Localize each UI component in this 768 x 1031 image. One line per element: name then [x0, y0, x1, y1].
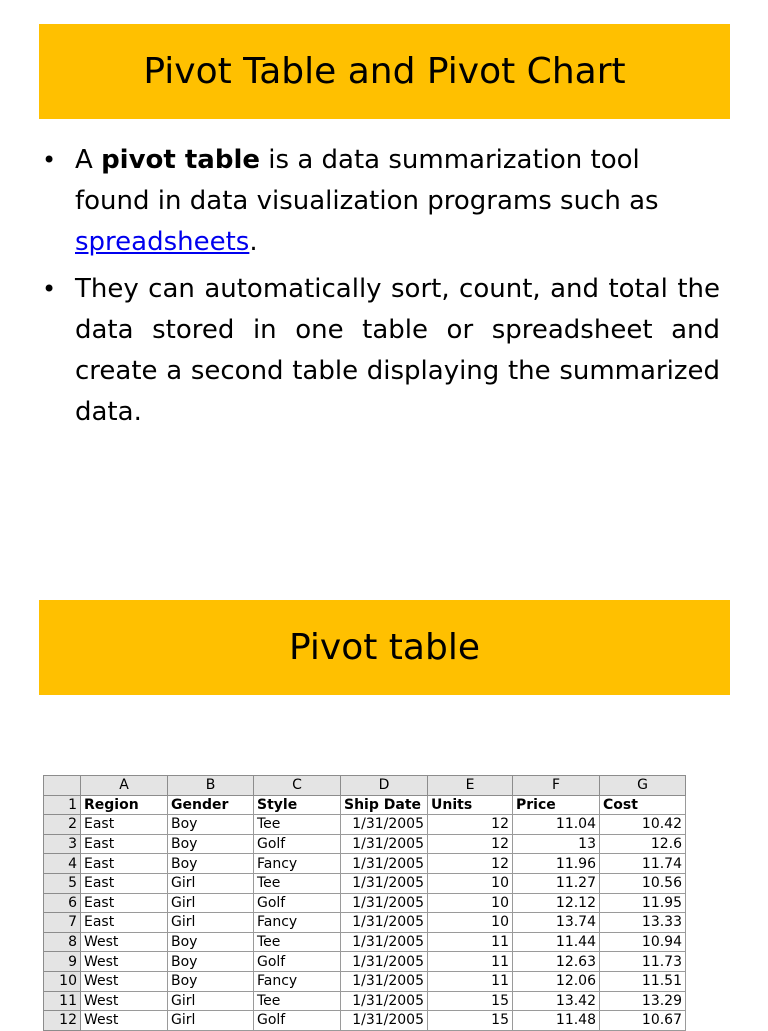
table-cell[interactable]: 12 — [428, 834, 513, 854]
table-cell[interactable]: 1/31/2005 — [341, 932, 428, 952]
table-cell[interactable]: 11.51 — [600, 971, 686, 991]
table-cell[interactable]: 12.12 — [513, 893, 600, 913]
table-cell[interactable]: 11.04 — [513, 815, 600, 835]
table-cell[interactable]: 12.06 — [513, 971, 600, 991]
bullet-dot-icon: • — [42, 146, 57, 174]
column-header[interactable]: A — [81, 776, 168, 796]
table-row — [44, 932, 686, 952]
column-header[interactable]: D — [341, 776, 428, 796]
table-cell[interactable]: 10.94 — [600, 932, 686, 952]
bullet-text: They can automatically sort, count, and total the data stored in one table or spreadsheet and create a second table displaying the summarized data. — [75, 274, 720, 427]
table-cell[interactable]: 15 — [428, 991, 513, 1011]
spreadsheets-link[interactable]: spreadsheets — [75, 227, 250, 257]
table-cell[interactable]: 11 — [428, 952, 513, 972]
table-cell[interactable]: West — [81, 952, 168, 972]
column-header[interactable]: G — [600, 776, 686, 796]
table-cell[interactable]: 12 — [428, 854, 513, 874]
row-header[interactable]: 4 — [44, 854, 81, 874]
column-header[interactable]: C — [254, 776, 341, 796]
table-cell[interactable]: Boy — [168, 952, 254, 972]
column-header[interactable]: E — [428, 776, 513, 796]
slide-title: Pivot Table and Pivot Chart — [143, 51, 626, 92]
header-cell[interactable]: Style — [254, 795, 341, 815]
table-cell[interactable]: 12.6 — [600, 834, 686, 854]
section-title-bar — [39, 600, 730, 695]
bullet-list — [40, 140, 720, 439]
table-row — [44, 873, 686, 893]
table-cell[interactable]: 15 — [428, 1011, 513, 1031]
bullet-item — [40, 140, 720, 263]
table-cell[interactable]: Girl — [168, 893, 254, 913]
row-header[interactable]: 12 — [44, 1011, 81, 1031]
table-cell[interactable]: 10.67 — [600, 1011, 686, 1031]
table-cell[interactable]: West — [81, 991, 168, 1011]
bullet-text-mid: is a data summarization tool found in data visualization programs such as — [75, 145, 659, 216]
bullet-text-bold: pivot table — [101, 145, 261, 175]
table-cell[interactable]: East — [81, 834, 168, 854]
table-cell[interactable]: Girl — [168, 1011, 254, 1031]
table-cell[interactable]: 11.74 — [600, 854, 686, 874]
column-header[interactable]: B — [168, 776, 254, 796]
table-cell[interactable]: Fancy — [254, 971, 341, 991]
table-cell[interactable]: Boy — [168, 932, 254, 952]
row-header[interactable]: 8 — [44, 932, 81, 952]
table-cell[interactable]: West — [81, 932, 168, 952]
table-cell[interactable]: Golf — [254, 834, 341, 854]
table-cell[interactable]: Tee — [254, 991, 341, 1011]
table-cell[interactable]: 1/31/2005 — [341, 893, 428, 913]
table-cell[interactable]: 1/31/2005 — [341, 854, 428, 874]
row-header[interactable]: 5 — [44, 873, 81, 893]
table-cell[interactable]: West — [81, 971, 168, 991]
row-header[interactable]: 11 — [44, 991, 81, 1011]
table-cell[interactable]: East — [81, 873, 168, 893]
table-cell[interactable]: 10 — [428, 873, 513, 893]
table-row — [44, 854, 686, 874]
table-cell[interactable]: 12 — [428, 815, 513, 835]
header-cell[interactable]: Ship Date — [341, 795, 428, 815]
table-row — [44, 893, 686, 913]
table-cell[interactable]: Golf — [254, 893, 341, 913]
table-cell[interactable]: 11.96 — [513, 854, 600, 874]
table-cell[interactable]: Boy — [168, 834, 254, 854]
table-cell[interactable]: East — [81, 913, 168, 933]
header-cell[interactable]: Units — [428, 795, 513, 815]
table-cell[interactable]: East — [81, 854, 168, 874]
table-cell[interactable]: 11.48 — [513, 1011, 600, 1031]
table-cell[interactable]: Fancy — [254, 913, 341, 933]
header-cell[interactable]: Price — [513, 795, 600, 815]
table-cell[interactable]: Fancy — [254, 854, 341, 874]
table-cell[interactable]: Tee — [254, 873, 341, 893]
row-header[interactable]: 3 — [44, 834, 81, 854]
header-cell[interactable]: Region — [81, 795, 168, 815]
bullet-dot-icon: • — [42, 275, 57, 303]
row-header[interactable]: 2 — [44, 815, 81, 835]
bullet-text-pre: A — [75, 145, 102, 175]
table-row — [44, 913, 686, 933]
header-cell[interactable]: Cost — [600, 795, 686, 815]
table-cell[interactable]: 13.42 — [513, 991, 600, 1011]
row-header[interactable]: 6 — [44, 893, 81, 913]
table-cell[interactable]: East — [81, 815, 168, 835]
table-cell[interactable]: 13.33 — [600, 913, 686, 933]
table-row — [44, 815, 686, 835]
table-cell[interactable]: Girl — [168, 991, 254, 1011]
bullet-item — [40, 269, 720, 433]
sheet-corner[interactable] — [44, 776, 81, 796]
table-cell[interactable]: 11.73 — [600, 952, 686, 972]
table-cell[interactable]: 1/31/2005 — [341, 971, 428, 991]
table-cell[interactable]: 13.74 — [513, 913, 600, 933]
row-header[interactable]: 7 — [44, 913, 81, 933]
table-row — [44, 1011, 686, 1031]
table-cell[interactable]: West — [81, 1011, 168, 1031]
table-cell[interactable]: 13.29 — [600, 991, 686, 1011]
header-cell[interactable]: Gender — [168, 795, 254, 815]
table-cell[interactable]: 11 — [428, 971, 513, 991]
table-cell[interactable]: Boy — [168, 971, 254, 991]
table-row — [44, 834, 686, 854]
header-data-row — [44, 795, 686, 815]
section-title: Pivot table — [289, 627, 480, 668]
table-cell[interactable]: Tee — [254, 932, 341, 952]
table-cell[interactable]: Tee — [254, 815, 341, 835]
table-cell[interactable]: 11 — [428, 932, 513, 952]
row-header[interactable]: 10 — [44, 971, 81, 991]
table-cell[interactable]: 10 — [428, 913, 513, 933]
table-cell[interactable]: 10.56 — [600, 873, 686, 893]
table-cell[interactable]: Golf — [254, 1011, 341, 1031]
table-row — [44, 991, 686, 1011]
table-cell[interactable]: 12.63 — [513, 952, 600, 972]
table-cell[interactable]: 11.27 — [513, 873, 600, 893]
table-cell[interactable]: 10 — [428, 893, 513, 913]
table-cell[interactable]: 11.44 — [513, 932, 600, 952]
column-header[interactable]: F — [513, 776, 600, 796]
table-cell[interactable]: Girl — [168, 913, 254, 933]
table-cell[interactable]: 1/31/2005 — [341, 1011, 428, 1031]
table-cell[interactable]: Boy — [168, 815, 254, 835]
table-cell[interactable]: Boy — [168, 854, 254, 874]
table-cell[interactable]: 1/31/2005 — [341, 873, 428, 893]
slide-title-bar — [39, 24, 730, 119]
column-header-row — [44, 776, 686, 796]
table-cell[interactable]: 1/31/2005 — [341, 952, 428, 972]
table-cell[interactable]: 13 — [513, 834, 600, 854]
table-cell[interactable]: Girl — [168, 873, 254, 893]
table-cell[interactable]: 1/31/2005 — [341, 913, 428, 933]
table-cell[interactable]: East — [81, 893, 168, 913]
spreadsheet-table — [43, 775, 686, 1031]
table-cell[interactable]: 10.42 — [600, 815, 686, 835]
row-header[interactable]: 1 — [44, 795, 81, 815]
table-row — [44, 971, 686, 991]
table-cell[interactable]: 1/31/2005 — [341, 991, 428, 1011]
table-cell[interactable]: 11.95 — [600, 893, 686, 913]
bullet-text-post: . — [249, 227, 258, 257]
table-cell[interactable]: Golf — [254, 952, 341, 972]
table-row — [44, 952, 686, 972]
table-cell[interactable]: 1/31/2005 — [341, 834, 428, 854]
table-cell[interactable]: 1/31/2005 — [341, 815, 428, 835]
row-header[interactable]: 9 — [44, 952, 81, 972]
